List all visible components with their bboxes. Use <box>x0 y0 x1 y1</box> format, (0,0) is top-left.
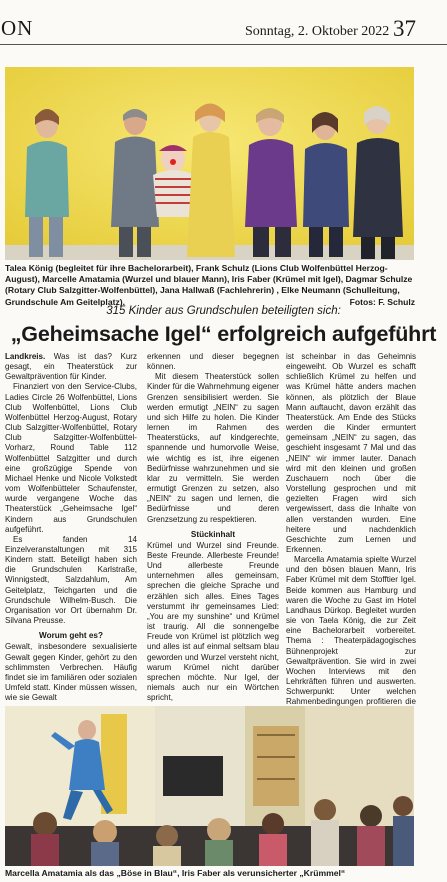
paragraph: Es fanden 14 Einzelveranstaltungen mit 315 Kindern statt. Beteiligt haben sich die Grundschulen Karlstraße, Winnigstedt, Salzdahlum, Am Geitelplatz, Teichgarten und die Grundschule Wilhelm-Busch. Die Organisation vor Ort übernahm Dr. Silvana Preusse. <box>5 534 137 626</box>
issue-date: Sonntag, 2. Oktober 2022 <box>245 24 390 39</box>
page-header <box>0 0 447 45</box>
paragraph: Finanziert von den Service-Clubs, Ladies Circle 26 Wolfenbüttel, Lions Club Wolfenbüttel, Lions Club Wolfenbüttel Herzog-August, Rotary Club Salzgitter-Wolfenbüttel, Rotary Club Salzgitter-Wolfenbüttel-Vorharz, Round Table 112 Wolfenbüttel Salzgitter und durch eine großzügige Spende von Michael Henke und Nicole Volkstedt vom Wolfenbütteler Schaufenster, wurde vergangene Woche das Theaterstück „Geheimsache Igel“ Kindern aus Grundschulen aufgeführt. <box>5 382 137 534</box>
subheading: Worum geht es? <box>39 631 103 641</box>
group-photo-caption <box>5 263 415 308</box>
dateline: Landkreis. <box>5 352 46 361</box>
paragraph: erkennen und dieser begegnen können. <box>147 352 279 372</box>
page-number: 37 <box>393 16 416 41</box>
paragraph: Landkreis. Was ist das? Kurz gesagt, ein Theaterstück zur Gewaltprävention für Kinder. <box>5 352 137 382</box>
article-headline: „Geheimsache Igel“ erfolgreich aufgeführt <box>10 322 437 346</box>
group-photo <box>5 67 414 260</box>
article-kicker: 315 Kinder aus Grundschulen beteiligten sich: <box>106 305 341 317</box>
subheading: Stückinhalt <box>190 529 236 539</box>
performance-photo <box>5 706 414 866</box>
caption-text: Talea König (begleitet für ihre Bachelorarbeit), Frank Schulz (Lions Club Wolfenbüttel Herzog-August), Marcelle Amatamia (Wurzel und blauer Mann), Iris Faber (Krümel mit Igel), Dagmar Schulze (Rotary Club Salzgitter-Wolfenbüttel), Jana Hallwaß (Fachlehrerin) , Elke Neumann (Schulleitung, Grundschule Am Geitelplatz). <box>5 263 413 307</box>
photo-credit: Fotos: F. Schulz <box>349 296 415 307</box>
paragraph: Krümel und Wurzel sind Freunde. Beste Freunde. Allerbeste Freunde! Und allerbeste Freunde unternehmen alles gemeinsam, sprechen die gleiche Sprache und erzählen sich alles. Eines Tages verstummt ihr gemeinsames Lied: „You are my sunshine“ und Krümel ist traurig. All die sonnengelbe Freude von Krümel ist plötzlich weg und alles ist auf einmal seltsam blau geworden und Wurzel versteht nicht, warum Krümel nicht darüber sprechen möchte. Nur Igel, der niemals auch nur ein Wörtchen spricht, <box>147 540 279 703</box>
paragraph: Mit diesem Theaterstück sollen Kinder für die Wahrnehmung eigener Grenzen sensibilisiert werden. Sie werden ermutigt „NEIN“ zu sagen und sich Hilfe zu holen. Die Kinder lernen im Rahmen des Theaterstücks, auf kindgerechte, spannende und humorvolle Weise, wie wichtig es ist, ihre eigenen Bedürfnisse wahrzunehmen und sie klar zu vermitteln. Sie werden ermutigt Grenzen zu setzen, also „NEIN“ zu sagen und lernen, die Bedürfnisse und deren Grenzsetzung zu respektieren. <box>147 372 279 524</box>
article-column-3 <box>286 352 416 718</box>
section-name: ON <box>1 16 34 40</box>
paragraph: ist scheinbar in das Geheimnis eingeweiht. Ob Wurzel es schafft schließlich Krümel zu helfen und was Krümel hätte anders machen können, als plötzlich der Blaue Mann auftaucht, davon erzählt das Theaterstück. Am Ende des Stücks werden die Kinder ermuntert gemeinsam „NEIN“ zu sagen, das geschieht insgesamt 7 Mal und das „NEIN“ wir immer lauter. Danach wird mit den kleinen und großen Zuschauern noch über die Vorstellung gesprochen und mit gezielten Fragen wird sich vergewissert, dass die Inhalte von allen verstanden wurden. Eine heitere und nachdenklich Geschichte zum Lernen und Erkennen. <box>286 352 416 554</box>
paragraph: Gewalt, insbesondere sexualisierte Gewalt gegen Kinder, gehört zu den schlimmsten Verbrechen. Häufig findet sie im familiären oder sozialen Umfeld statt. Kinder müssen wissen, wie sie Gewalt <box>5 642 137 703</box>
article-column-1 <box>5 352 137 703</box>
performance-photo-caption: Marcella Amatamia als das „Böse in Blau“, Iris Faber als verunsicherter „Krümmel“ <box>5 868 346 878</box>
article-column-2 <box>147 352 279 703</box>
paragraph: Marcella Amatamia spielte Wurzel und den bösen blauen Mann, Iris Faber Krümel mit dem Stofftier Igel. Beide kommen aus Hamburg und waren die Woche zu Gast im Hotel Landhaus Dürkop. Begleitet wurden sie von Taela König, die zur Zeit eine Bachelorarbeit vorbereitet. Thema : Theaterpädagogisches Bühnenprojekt zur Gewaltprävention. Sie wird in zwei Wochen Interviews mit den Lehrkräften führen und auswerten. Schwerpunkt: Unter welchen Rahmenbedingungen profitieren die <box>286 555 416 707</box>
